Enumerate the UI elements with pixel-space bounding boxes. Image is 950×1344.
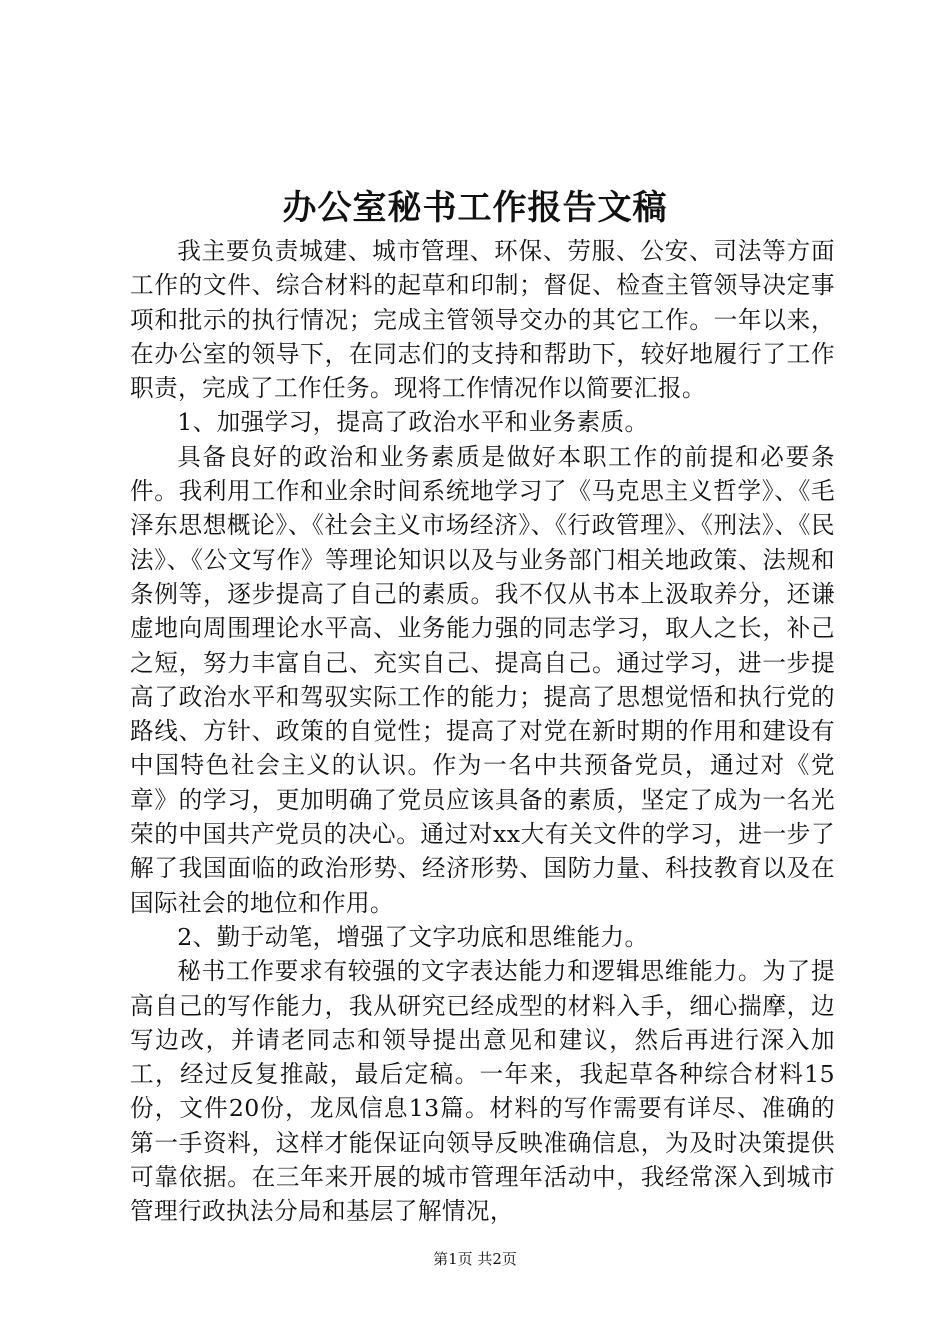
paragraph-section-2: 秘书工作要求有较强的文字表达能力和逻辑思维能力。为了提高自己的写作能力，我从研究已经成型的材料入手，细心揣摩，边写边改，并请老同志和领导提出意见和建议，然后再进行深入加工，经过反复推敲，最后定稿。一年来，我起草各种综合材料15份，文件20份，龙凤信息13篇。材料的写作需要有详尽、准确的第一手资料，这样才能保证向领导反映准确信息，为及时决策提供可靠依据。在三年来开展的城市管理年活动中，我经常深入到城市管理行政执法分局和基层了解情况， (130, 957, 835, 1226)
paragraph-section-1: 具备良好的政治和业务素质是做好本职工作的前提和必要条件。我利用工作和业余时间系统地学习了《马克思主义哲学》、《毛泽东思想概论》、《社会主义市场经济》、《行政管理》、《刑法》、《民法》、《公文写作》等理论知识以及与业务部门相关地政策、法规和条例等，逐步提高了自己的素质。我不仅从书本上汲取养分，还谦虚地向周围理论水平高、业务能力强的同志学习，取人之长，补己之短，努力丰富自己、充实自己、提高自己。通过学习，进一步提高了政治水平和驾驭实际工作的能力；提高了思想觉悟和执行党的路线、方针、政策的自觉性；提高了对党在新时期的作用和建设有中国特色社会主义的认识。作为一名中共预备党员，通过对《党章》的学习，更加明确了党员应该具备的素质，坚定了成为一名光荣的中国共产党员的决心。通过对xx大有关文件的学习，进一步了解了我国面临的政治形势、经济形势、国防力量、科技教育以及在国际社会的地位和作用。 (130, 442, 835, 917)
paragraph-intro: 我主要负责城建、城市管理、环保、劳服、公安、司法等方面工作的文件、综合材料的起草和印制；督促、检查主管领导决定事项和批示的执行情况；完成主管领导交办的其它工作。一年以来，在办公室的领导下，在同志们的支持和帮助下，较好地履行了工作职责，完成了工作任务。现将工作情况作以简要汇报。 (130, 237, 835, 403)
page-footer: 第1页 共2页 (433, 1250, 517, 1268)
document-title: 办公室秘书工作报告文稿 (282, 188, 668, 228)
section-heading-2: 2、勤于动笔，增强了文字功底和思维能力。 (177, 922, 649, 951)
document-body (130, 234, 835, 1229)
section-heading-1: 1、加强学习，提高了政治水平和业务素质。 (177, 408, 649, 437)
